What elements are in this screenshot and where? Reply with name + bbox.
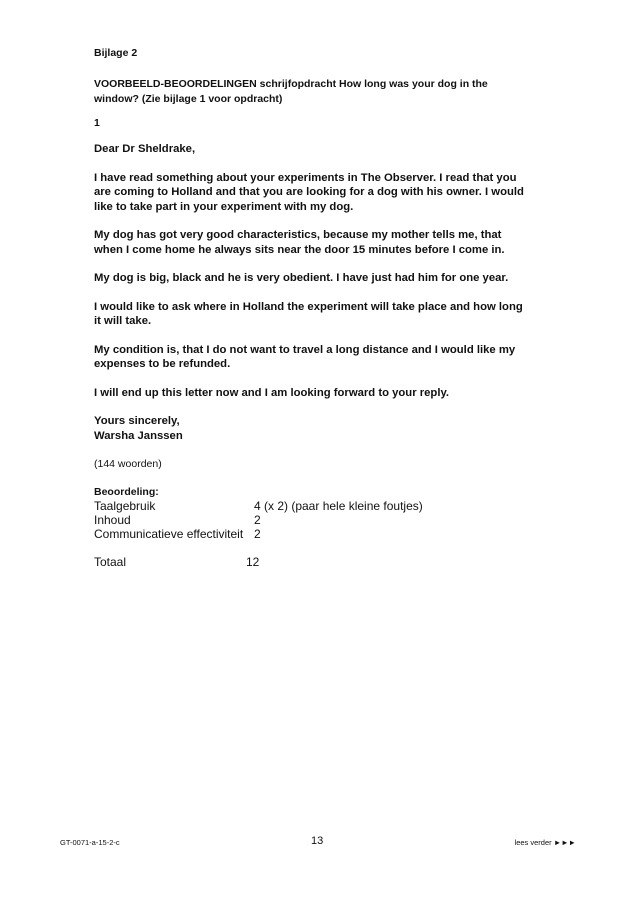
grading-row bbox=[94, 499, 524, 513]
letter-paragraph: My dog has got very good characteristics, because my mother tells me, that when I come home he always sits near the door 15 minutes before I come in. bbox=[94, 229, 505, 256]
grading-row bbox=[94, 527, 524, 541]
grading-score: 4 (x 2) (paar hele kleine foutjes) bbox=[254, 499, 423, 513]
grading-total-label: Totaal bbox=[94, 555, 127, 569]
appendix-label: Bijlage 2 bbox=[94, 47, 138, 59]
grading-score: 2 bbox=[254, 513, 261, 527]
word-count: (144 woorden) bbox=[94, 458, 162, 470]
grading-label: Beoordeling: bbox=[94, 486, 159, 498]
footer-page-number: 13 bbox=[311, 835, 324, 847]
grading-criterion: Communicatieve effectiviteit bbox=[94, 527, 244, 541]
grading-criterion: Taalgebruik bbox=[94, 499, 156, 513]
grading-total-value: 12 bbox=[246, 555, 260, 569]
letter-closing: Yours sincerely, bbox=[94, 415, 180, 427]
letter-salutation: Dear Dr Sheldrake, bbox=[94, 143, 196, 155]
item-number: 1 bbox=[94, 117, 100, 129]
letter-paragraph: I will end up this letter now and I am looking forward to your reply. bbox=[94, 386, 450, 399]
letter-signature: Warsha Janssen bbox=[94, 429, 183, 442]
grading-total-row bbox=[94, 555, 524, 569]
page-title: VOORBEELD-BEOORDELINGEN schrijfopdracht How long was your dog in the window? (Zie bijlage 1 voor opdracht) bbox=[94, 78, 488, 105]
letter-paragraph: My condition is, that I do not want to travel a long distance and I would like my expenses to be refunded. bbox=[94, 343, 516, 370]
grading-criterion: Inhoud bbox=[94, 513, 131, 527]
footer-continue-notice: lees verder ►►► bbox=[514, 838, 576, 847]
grading-block bbox=[94, 485, 524, 569]
grading-score: 2 bbox=[254, 527, 261, 541]
letter-paragraph: I would like to ask where in Holland the experiment will take place and how long it will take. bbox=[94, 300, 523, 327]
letter-closing-block bbox=[94, 414, 524, 443]
page-content bbox=[94, 46, 524, 569]
letter-paragraph: I have read something about your experiments in The Observer. I read that you are coming to Holland and that you are looking for a dog with his owner. I would like to take part in your experiment with my dog. bbox=[94, 171, 524, 213]
footer-document-code: GT-0071-a-15-2-c bbox=[60, 838, 120, 847]
letter-paragraph: My dog is big, black and he is very obedient. I have just had him for one year. bbox=[94, 272, 509, 284]
grading-row bbox=[94, 513, 524, 527]
